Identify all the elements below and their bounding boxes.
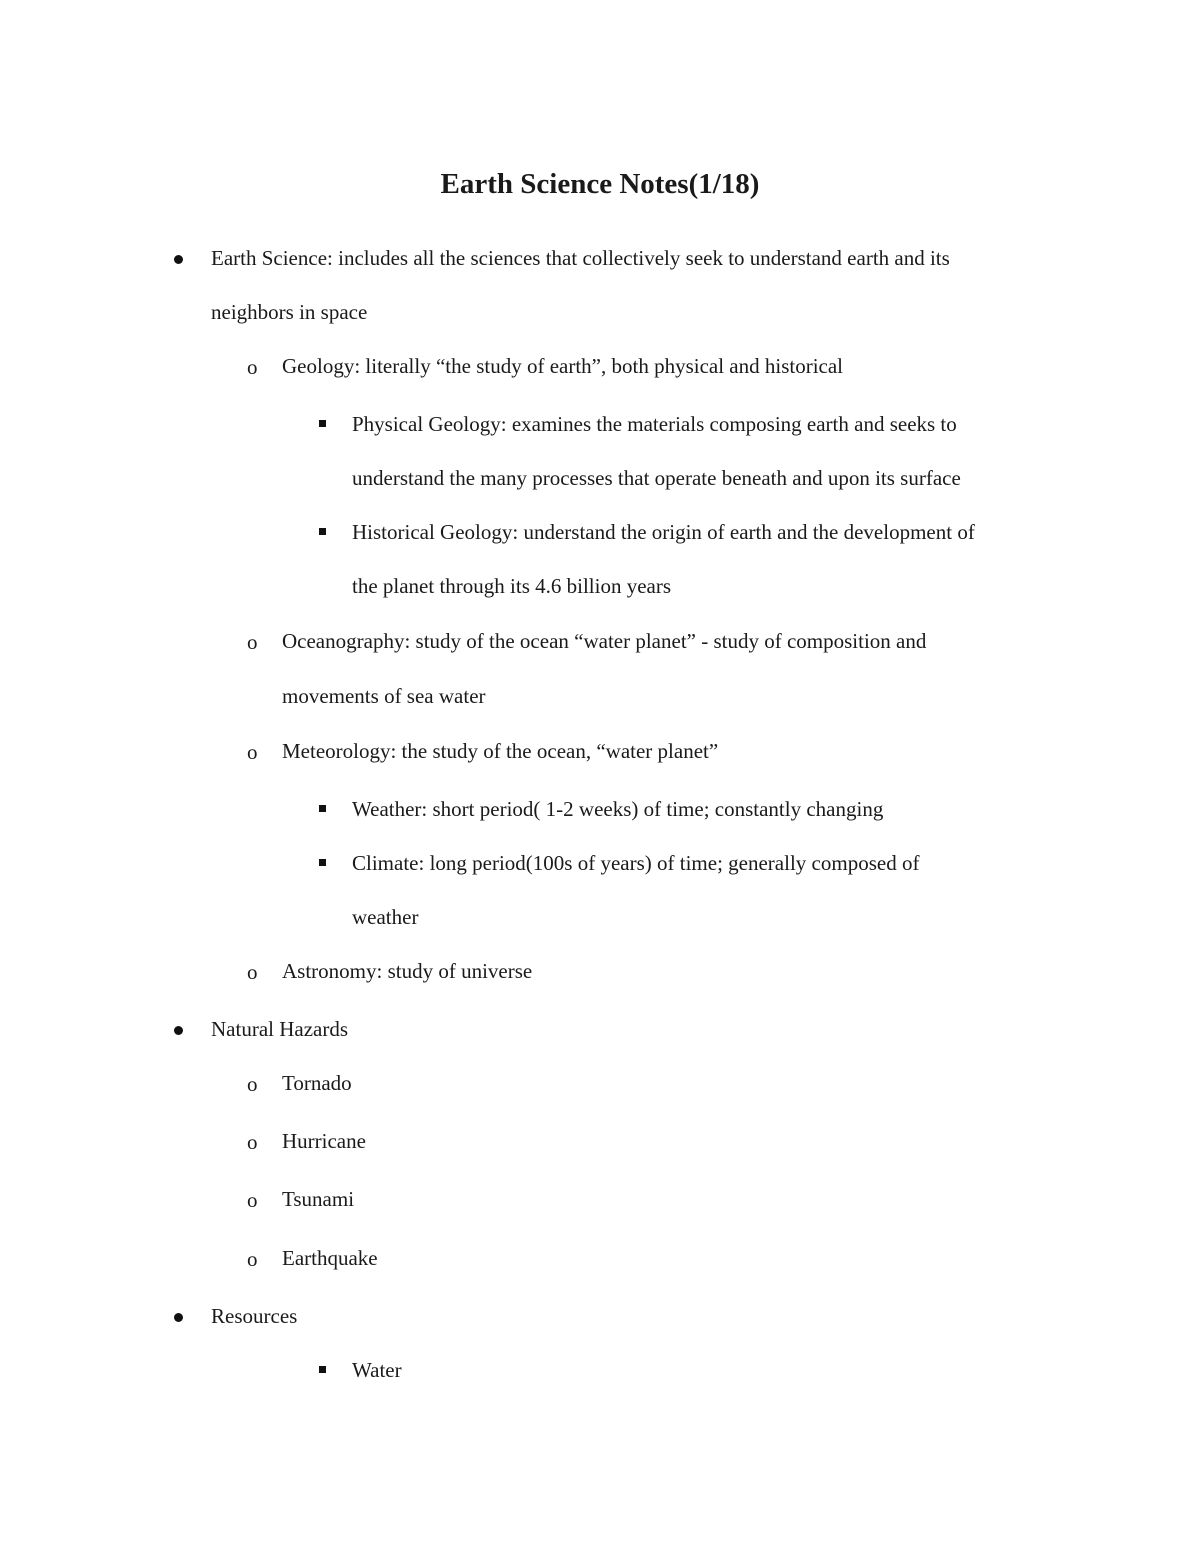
bullet-disc-icon — [174, 255, 183, 264]
list-item-line: Tornado — [282, 1071, 352, 1095]
list-item-line: Resources — [211, 1304, 298, 1328]
bullet-circle-icon: o — [247, 355, 258, 379]
bullet-square-icon — [319, 859, 326, 866]
page-title: Earth Science Notes(1/18) — [440, 168, 760, 200]
bullet-circle-icon: o — [247, 1247, 258, 1271]
list-item-line: Climate: long period(100s of years) of time; generally composed of — [352, 851, 920, 875]
bullet-circle-icon: o — [247, 630, 258, 654]
bullet-square-icon — [319, 1366, 326, 1373]
bullet-disc-icon — [174, 1313, 183, 1322]
list-item-line: movements of sea water — [282, 684, 486, 708]
list-item-line: Historical Geology: understand the origin of earth and the development of — [352, 520, 975, 544]
list-item-line: weather — [352, 905, 419, 929]
list-item-line: Earthquake — [282, 1246, 378, 1270]
list-item-line: Natural Hazards — [211, 1017, 349, 1041]
bullet-circle-icon: o — [247, 1188, 258, 1212]
bullet-square-icon — [319, 528, 326, 535]
list-item-line: Geology: literally “the study of earth”, both physical and historical — [282, 354, 844, 378]
list-item-line: Tsunami — [282, 1187, 355, 1211]
list-item-line: understand the many processes that operate beneath and upon its surface — [352, 466, 961, 490]
list-item-line: Hurricane — [282, 1129, 366, 1153]
list-item-line: neighbors in space — [211, 300, 368, 324]
bullet-square-icon — [319, 805, 326, 812]
list-item-line: Physical Geology: examines the materials composing earth and seeks to — [352, 412, 957, 436]
list-item-line: Earth Science: includes all the sciences that collectively seek to understand earth and its — [211, 246, 950, 270]
list-item-line: the planet through its 4.6 billion years — [352, 574, 672, 598]
list-item-line: Oceanography: study of the ocean “water planet” - study of composition and — [282, 629, 927, 653]
list-item-line: Meteorology: the study of the ocean, “water planet” — [282, 739, 719, 763]
bullet-circle-icon: o — [247, 960, 258, 984]
bullet-disc-icon — [174, 1026, 183, 1035]
bullet-circle-icon: o — [247, 1130, 258, 1154]
bullet-circle-icon: o — [247, 1072, 258, 1096]
list-item-line: Weather: short period( 1-2 weeks) of time; constantly changing — [352, 797, 884, 821]
list-item-line: Water — [352, 1358, 402, 1382]
bullet-circle-icon: o — [247, 740, 258, 764]
list-item-line: Astronomy: study of universe — [282, 959, 533, 983]
bullet-square-icon — [319, 420, 326, 427]
